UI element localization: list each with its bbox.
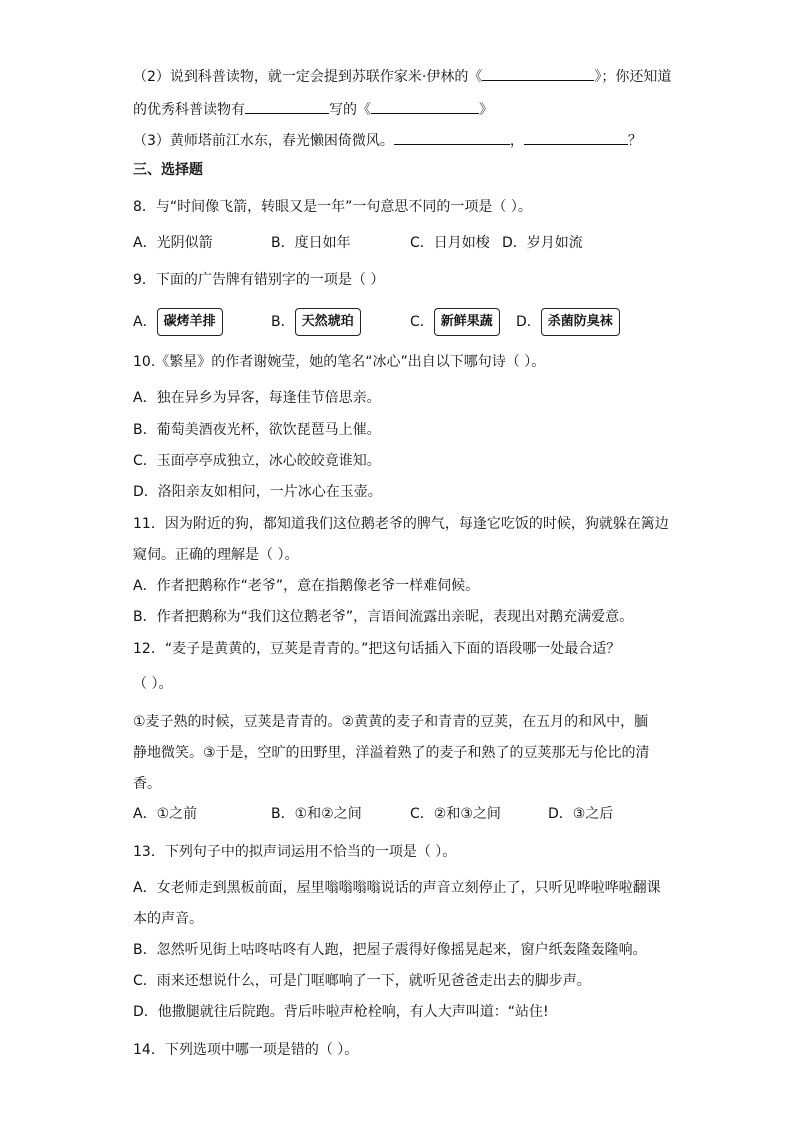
q9-label-b: B． <box>271 314 295 330</box>
q12-option-a[interactable]: A．①之前 <box>133 806 198 822</box>
q9-label-a: A． <box>133 314 157 330</box>
q7-item2-text-d: 写的《 <box>329 102 371 118</box>
q8-option-c[interactable]: C．日月如梭 <box>410 235 490 251</box>
q9-label-c: C． <box>410 314 434 330</box>
answer-blank[interactable] <box>482 66 594 81</box>
q7-item2-text-e: 》 <box>479 102 493 118</box>
q10-option-a[interactable]: A．独在异乡为异客，每逢佳节倍思亲。 <box>133 390 381 406</box>
q12-passage-line3: 香。 <box>133 776 161 792</box>
q7-item3-text-a: （3）黄师塔前江水东，春光懒困倚微风。 <box>133 133 394 149</box>
q13-option-b[interactable]: B．忽然听见街上咕咚咕咚有人跑，把屋子震得好像摇晃起来，窗户纸轰隆轰隆响。 <box>133 942 647 958</box>
q9-stem: 9．下面的广告牌有错别字的一项是（ ） <box>133 272 385 288</box>
q7-item2-line2 <box>133 99 493 120</box>
answer-blank[interactable] <box>394 130 510 145</box>
q9-option-b[interactable] <box>271 308 361 336</box>
q12-option-d[interactable]: D．③之后 <box>548 806 614 822</box>
answer-blank[interactable] <box>371 99 479 114</box>
q8-option-a[interactable]: A．光阴似箭 <box>133 235 213 251</box>
q8-stem: 8．与“时间像飞箭，转眼又是一年”一句意思不同的一项是（ ）。 <box>133 199 532 215</box>
q10-option-b[interactable]: B．葡萄美酒夜光杯，欲饮琵琶马上催。 <box>133 422 381 438</box>
q13-option-a-line1[interactable]: A．女老师走到黑板前面，屋里嗡嗡嗡嗡说话的声音立刻停止了，只听见哗啦哗啦翻课 <box>133 880 661 896</box>
q13-option-d[interactable]: D．他撒腿就往后院跑。背后咔啦声枪栓响，有人大声叫道：“站住! <box>133 1004 549 1020</box>
q12-option-b[interactable]: B．①和②之间 <box>271 806 362 822</box>
q10-option-d[interactable]: D．洛阳亲友如相问，一片冰心在玉壶。 <box>133 484 382 500</box>
answer-blank[interactable] <box>524 130 628 145</box>
q7-item3-line <box>133 130 642 151</box>
q12-answer-paren: （ ）。 <box>133 676 173 692</box>
q8-option-b[interactable]: B．度日如年 <box>271 235 351 251</box>
q10-stem: 10.《繁星》的作者谢婉莹，她的笔名“冰心”出自以下哪句诗（ ）。 <box>133 354 546 370</box>
q12-option-c[interactable]: C．②和③之间 <box>410 806 501 822</box>
q13-stem: 13．下列句子中的拟声词运用不恰当的一项是（ ）。 <box>133 844 457 860</box>
q7-item2-text-c: 的优秀科普读物有 <box>133 102 245 118</box>
ad-sign-a: 碳烤羊排 <box>157 308 223 336</box>
q11-stem-line2: 窥伺。正确的理解是（ ）。 <box>133 547 299 563</box>
q8-option-d[interactable]: D．岁月如流 <box>502 235 583 251</box>
ad-sign-b: 天然琥珀 <box>295 308 361 336</box>
section-title: 三、选择题 <box>133 162 203 178</box>
q13-option-c[interactable]: C．雨来还想说什么，可是门哐啷响了一下，就听见爸爸走出去的脚步声。 <box>133 973 591 989</box>
answer-blank[interactable] <box>245 99 329 114</box>
q12-passage-line1: ①麦子熟的时候，豆荚是青青的。②黄黄的麦子和青青的豆荚，在五月的和风中，腼 <box>133 714 649 730</box>
q7-item3-text-c: ？ <box>627 133 642 149</box>
q9-option-a[interactable] <box>133 308 223 336</box>
q7-item2-text-a: （2）说到科普读物，就一定会提到苏联作家米·伊林的《 <box>133 69 483 85</box>
q9-label-d: D． <box>516 314 541 330</box>
q7-item3-text-b: ， <box>509 133 524 149</box>
q7-item2-text-b: 》；你还知道 <box>594 69 672 85</box>
q12-passage-line2: 静地微笑。③于是，空旷的田野里，洋溢着熟了的麦子和熟了的豆荚那无与伦比的清 <box>133 745 650 761</box>
q12-stem: 12．“麦子是黄黄的，豆荚是青青的。”把这句话插入下面的语段哪一处最合适？ <box>133 641 621 657</box>
q14-stem: 14．下列选项中哪一项是错的（ ）。 <box>133 1042 359 1058</box>
q11-option-a[interactable]: A．作者把鹅称作“老爷”，意在指鹅像老爷一样难伺候。 <box>133 578 480 594</box>
q7-item2-line1 <box>133 66 671 87</box>
q11-stem-line1: 11．因为附近的狗，都知道我们这位鹅老爷的脾气，每逢它吃饭的时候，狗就躲在篱边 <box>133 516 669 532</box>
q13-option-a-line2[interactable]: 本的声音。 <box>133 911 203 927</box>
ad-sign-d: 杀菌防臭袜 <box>541 308 620 336</box>
q11-option-b[interactable]: B．作者把鹅称为“我们这位鹅老爷”，言语间流露出亲昵，表现出对鹅充满爱意。 <box>133 609 634 625</box>
q9-option-c[interactable] <box>410 308 500 336</box>
ad-sign-c: 新鲜果蔬 <box>434 308 500 336</box>
q9-option-d[interactable] <box>516 308 620 336</box>
q10-option-c[interactable]: C．玉面亭亭成独立，冰心皎皎竟谁知。 <box>133 453 381 469</box>
